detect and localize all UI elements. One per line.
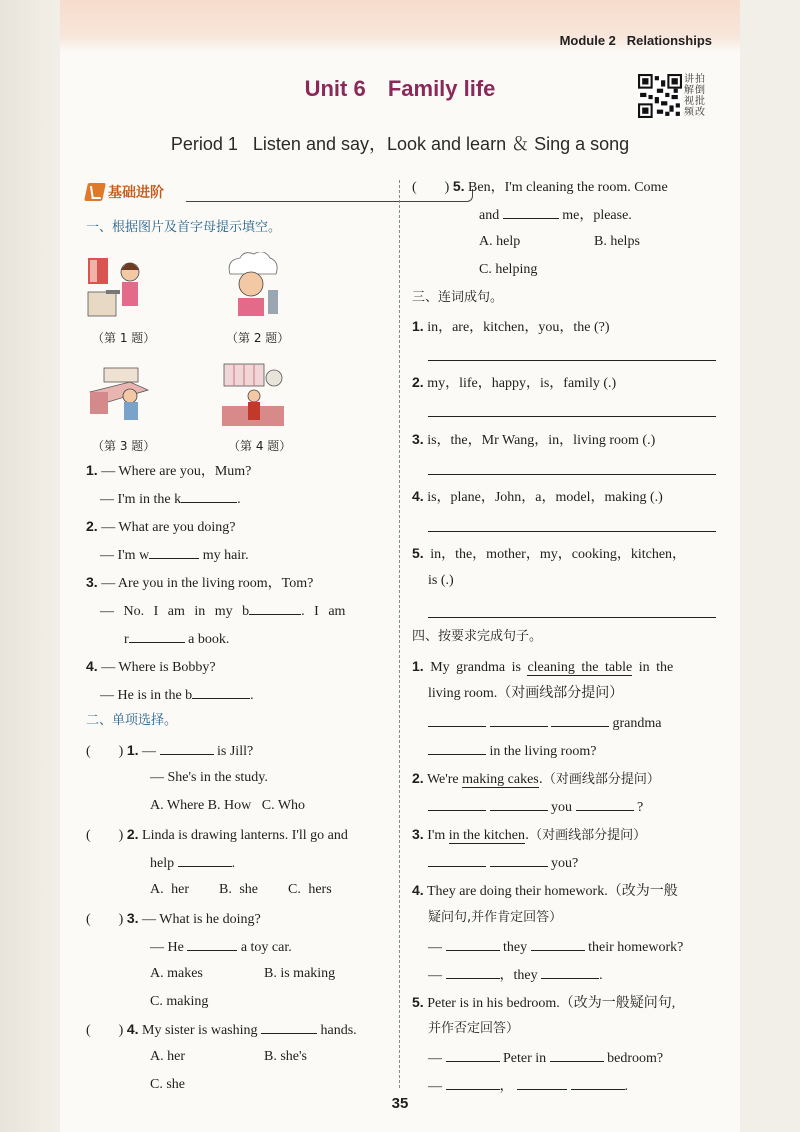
s4-q2-you: you bbox=[551, 800, 572, 815]
s3-q4-answer-line[interactable] bbox=[428, 531, 716, 532]
s4-q1-rest: in the living room? bbox=[489, 744, 597, 759]
s4-q3-text: I'm bbox=[427, 828, 446, 843]
caption-2: （第 2 题） bbox=[226, 331, 290, 345]
s2-q1-paren[interactable]: ( ) bbox=[86, 744, 124, 759]
s1-q3-answer-c1: r bbox=[124, 632, 129, 647]
s1-q4-line2 bbox=[100, 685, 254, 705]
s4-q1-blank-4[interactable] bbox=[428, 741, 486, 755]
s2-q5-number: 5. bbox=[452, 178, 465, 194]
washing-hair-picture bbox=[218, 252, 284, 318]
period-label: Period 1 bbox=[170, 134, 238, 154]
s3-q1-text: in，are，kitchen，you，the (?) bbox=[427, 320, 610, 335]
s2-q2-help: help bbox=[150, 856, 175, 871]
s1-q1-answer-prefix: — I'm in the k bbox=[100, 492, 182, 507]
s1-q2-answer-prefix: — I'm w bbox=[100, 548, 150, 563]
s2-q4-options-2 bbox=[264, 1048, 307, 1066]
s2-q2-option-c[interactable]: C. hers bbox=[288, 882, 332, 897]
s4-q2-text: We're bbox=[426, 772, 459, 787]
s2-q3-paren[interactable]: ( ) bbox=[86, 912, 124, 927]
s1-q2-answer-suffix: my hair. bbox=[202, 548, 249, 563]
s4-q5-blank-3[interactable] bbox=[446, 1076, 500, 1090]
caption-1: （第 1 题） bbox=[92, 331, 156, 345]
s2-q3-number: 3. bbox=[126, 910, 139, 926]
s2-q4-option-b[interactable]: B. she's bbox=[264, 1049, 307, 1064]
s2-q2-option-a[interactable]: A. her bbox=[150, 882, 189, 897]
s1-q3-line3 bbox=[124, 629, 229, 649]
s4-q4-line3 bbox=[428, 937, 683, 957]
s4-q2-blank-1[interactable] bbox=[428, 797, 486, 811]
s4-q1-grandma: grandma bbox=[612, 716, 662, 731]
s2-q4-options-3 bbox=[150, 1076, 185, 1094]
s2-q5-options-3 bbox=[479, 261, 537, 279]
s4-q1-line4 bbox=[428, 741, 596, 761]
s4-q1-line2: living room.（对画线部分提问） bbox=[428, 686, 624, 701]
s1-q1-answer-suffix: . bbox=[237, 492, 241, 507]
s1-q4-blank[interactable] bbox=[192, 685, 250, 699]
s4-q1-blank-3[interactable] bbox=[551, 713, 609, 727]
s2-q1-options bbox=[150, 797, 305, 815]
s2-q4-options-1 bbox=[150, 1048, 185, 1066]
qr-code-icon[interactable] bbox=[638, 74, 682, 118]
s2-q1-line2: — She's in the study. bbox=[150, 770, 268, 785]
s4-q3-line2 bbox=[428, 853, 578, 873]
s1-q3-line2 bbox=[100, 601, 345, 621]
s4-q5-line1 bbox=[412, 993, 675, 1013]
s4-q5-text: Peter is in his bedroom.（改为一般疑问句, bbox=[427, 996, 676, 1011]
s4-q5-line2: 并作否定回答） bbox=[428, 1021, 520, 1036]
s2-q4-paren[interactable]: ( ) bbox=[86, 1023, 124, 1038]
s3-q3-text: is，the，Mr Wang，in，living room (.) bbox=[427, 433, 656, 448]
s4-q5-rest: bedroom? bbox=[607, 1051, 664, 1066]
page-gutter bbox=[0, 0, 60, 1132]
bedroom-picture bbox=[86, 362, 152, 428]
s4-q4-dash-2: — bbox=[428, 968, 442, 983]
s1-q4-answer-prefix: — He is in the b bbox=[100, 688, 193, 703]
s4-q5-dash-2: — bbox=[428, 1079, 442, 1094]
s2-q5-rest: me，please. bbox=[562, 208, 632, 223]
s4-q2-qmark: ? bbox=[637, 800, 644, 815]
s2-q3-options-3 bbox=[150, 993, 208, 1011]
s3-q2-answer-line[interactable] bbox=[428, 416, 716, 417]
s2-q2-option-b[interactable]: B. she bbox=[219, 882, 258, 897]
s4-q2-underlined: making cakes bbox=[462, 772, 539, 787]
s3-q5-line2: is (.) bbox=[428, 573, 454, 588]
s4-q5-blank-5[interactable] bbox=[571, 1076, 625, 1090]
s1-q3-answer-mid: . I am bbox=[301, 604, 346, 619]
s4-q4-blank-3[interactable] bbox=[446, 965, 500, 979]
s3-q5-text: in，the，mother，my，cooking，kitchen， bbox=[430, 547, 687, 562]
s1-q3-blank-1[interactable] bbox=[249, 601, 301, 615]
s1-q1-number: 1. bbox=[86, 462, 98, 478]
s4-q3-blank-2[interactable] bbox=[490, 853, 548, 867]
badge-label: 基础进阶 bbox=[108, 185, 164, 201]
s1-q1-line2 bbox=[100, 489, 241, 509]
s2-q1-option-c[interactable]: C. Who bbox=[261, 798, 306, 813]
s4-q3-underlined: in the kitchen bbox=[448, 828, 525, 843]
s4-q1-blank-2[interactable] bbox=[490, 713, 548, 727]
s2-q4-option-c[interactable]: C. she bbox=[150, 1077, 185, 1092]
s3-q2-line bbox=[412, 373, 616, 393]
s2-q3-text: — What is he doing? bbox=[142, 912, 261, 927]
s2-q2-period: . bbox=[231, 856, 236, 871]
s2-q3-he: — He bbox=[150, 940, 184, 955]
s3-q4-text: is，plane，John，a，model，making (.) bbox=[427, 490, 663, 505]
s4-q1-number: 1. bbox=[412, 658, 424, 674]
s4-q3-you: you? bbox=[551, 856, 579, 871]
s4-q3-blank-1[interactable] bbox=[428, 853, 486, 867]
s2-q3-options-2 bbox=[264, 965, 335, 983]
s2-q4-text: My sister is washing bbox=[142, 1023, 258, 1038]
s4-q5-line4 bbox=[428, 1076, 628, 1096]
s4-q1-text-end: in the bbox=[638, 660, 674, 675]
section-1-title: 一、根据图片及首字母提示填空。 bbox=[86, 220, 282, 235]
module-number: Module 2 bbox=[559, 33, 616, 48]
s3-q4-number: 4. bbox=[412, 488, 424, 504]
s4-q1-line1 bbox=[412, 657, 673, 677]
s4-q4-line4 bbox=[428, 965, 603, 985]
s4-q4-period: . bbox=[599, 968, 603, 983]
s1-q3-text: — Are you in the living room，Tom? bbox=[101, 576, 314, 591]
s3-q1-number: 1. bbox=[412, 318, 424, 334]
s2-q2-blank[interactable] bbox=[178, 853, 232, 867]
s2-q5-options-2 bbox=[594, 233, 640, 251]
page-number: 35 bbox=[391, 1095, 409, 1112]
s4-q4-line1 bbox=[412, 881, 678, 901]
s2-q1-dash: — bbox=[142, 744, 157, 759]
s4-q4-dash-1: — bbox=[428, 940, 442, 955]
s4-q1-line3 bbox=[428, 713, 661, 733]
bathroom-picture bbox=[220, 362, 286, 428]
period-title bbox=[0, 130, 800, 156]
s2-q5-text: Ben，I'm cleaning the room. Come bbox=[468, 180, 668, 195]
s4-q5-peter: Peter in bbox=[503, 1051, 547, 1066]
s2-q3-line2 bbox=[150, 937, 292, 957]
s1-q3-number: 3. bbox=[86, 574, 98, 590]
s4-q5-dash-1: — bbox=[428, 1051, 442, 1066]
s4-q2-blank-3[interactable] bbox=[576, 797, 634, 811]
period-name: Listen and say，Look and learn ＆ Sing a song bbox=[252, 134, 630, 154]
section-4-title: 四、按要求完成句子。 bbox=[412, 629, 543, 644]
s2-q5-option-c[interactable]: C. helping bbox=[479, 262, 538, 277]
s4-q4-they: they bbox=[503, 940, 528, 955]
s2-q2-paren[interactable]: ( ) bbox=[86, 828, 124, 843]
s1-q2-blank[interactable] bbox=[149, 545, 199, 559]
s2-q5-line1 bbox=[412, 177, 668, 197]
s4-q2-instruction: .（对画线部分提问） bbox=[538, 772, 660, 787]
s4-q1-blank-1[interactable] bbox=[428, 713, 486, 727]
section-3-title: 三、连词成句。 bbox=[412, 290, 504, 305]
s1-q4-answer-suffix: . bbox=[250, 688, 254, 703]
s1-q1-text: — Where are you，Mum? bbox=[101, 464, 252, 479]
s2-q1-line1 bbox=[86, 741, 253, 761]
s3-q1-line bbox=[412, 317, 610, 337]
s2-q5-options-1 bbox=[479, 233, 520, 251]
s4-q5-blank-2[interactable] bbox=[550, 1048, 604, 1062]
s4-q3-instruction: .（对画线部分提问） bbox=[524, 828, 647, 843]
s2-q1-blank[interactable] bbox=[160, 741, 214, 755]
s4-q4-blank-4[interactable] bbox=[541, 965, 599, 979]
s3-q2-number: 2. bbox=[412, 374, 424, 390]
s1-q4-text: — Where is Bobby? bbox=[101, 660, 216, 675]
s4-q3-line1 bbox=[412, 825, 646, 845]
s4-q1-text: My grandma is bbox=[430, 660, 521, 675]
s2-q1-number: 1. bbox=[126, 742, 139, 758]
s1-q3-answer-c2: a book. bbox=[188, 632, 230, 647]
s2-q2-text: Linda is drawing lanterns. I'll go and bbox=[142, 828, 348, 843]
unit-label: Unit 6 bbox=[304, 76, 366, 101]
qr-caption: 讲拍解倒视批频改 bbox=[684, 74, 706, 118]
s4-q3-number: 3. bbox=[412, 826, 424, 842]
section-badge bbox=[86, 181, 466, 205]
s2-q4-text-end: hands. bbox=[320, 1023, 357, 1038]
unit-name: Family life bbox=[387, 76, 496, 101]
s1-q2-line1 bbox=[86, 517, 235, 537]
module-title: Relationships bbox=[626, 33, 712, 48]
s1-q4-number: 4. bbox=[86, 658, 98, 674]
s3-q2-text: my，life，happy，is，family (.) bbox=[427, 376, 617, 391]
s2-q3-line1 bbox=[86, 909, 261, 929]
s2-q4-option-a[interactable]: A. her bbox=[150, 1049, 185, 1064]
module-label bbox=[560, 33, 712, 48]
s4-q4-line2: 疑问句,并作肯定回答） bbox=[428, 910, 563, 925]
s4-q2-blank-2[interactable] bbox=[490, 797, 548, 811]
s4-q4-they-2: ，they bbox=[499, 968, 538, 983]
s3-q5-line bbox=[412, 544, 686, 564]
s4-q5-blank-4[interactable] bbox=[517, 1076, 567, 1090]
caption-4: （第 4 题） bbox=[228, 439, 292, 453]
s4-q1-underlined: cleaning the table bbox=[527, 660, 633, 675]
s1-q3-blank-2[interactable] bbox=[129, 629, 185, 643]
s2-q5-line2 bbox=[479, 205, 632, 225]
s4-q2-line2 bbox=[428, 797, 643, 817]
s2-q3-option-a[interactable]: A. makes bbox=[150, 966, 203, 981]
s2-q1-option-b[interactable]: B. How bbox=[207, 798, 252, 813]
s1-q3-line1 bbox=[86, 573, 313, 593]
section-2-title: 二、单项选择。 bbox=[86, 713, 178, 728]
s3-q5-answer-line[interactable] bbox=[428, 617, 716, 618]
s2-q5-paren[interactable]: ( ) bbox=[412, 180, 450, 195]
s1-q1-line1 bbox=[86, 461, 251, 481]
s4-q2-line1 bbox=[412, 769, 660, 789]
s1-q2-line2 bbox=[100, 545, 249, 565]
s4-q5-period: . bbox=[624, 1079, 628, 1094]
s2-q4-line1 bbox=[86, 1020, 357, 1040]
s2-q3-blank[interactable] bbox=[187, 937, 237, 951]
s4-q4-blank-2[interactable] bbox=[531, 937, 585, 951]
s2-q5-and: and bbox=[479, 208, 500, 223]
s4-q2-number: 2. bbox=[412, 770, 424, 786]
s4-q5-number: 5. bbox=[412, 994, 424, 1010]
s2-q2-number: 2. bbox=[126, 826, 139, 842]
s4-q5-line3 bbox=[428, 1048, 663, 1068]
kitchen-picture bbox=[86, 252, 152, 318]
s1-q4-line1 bbox=[86, 657, 216, 677]
s2-q1-text: is Jill? bbox=[217, 744, 254, 759]
s4-q4-rest: their homework? bbox=[588, 940, 684, 955]
s2-q2-options bbox=[150, 881, 332, 899]
s2-q4-number: 4. bbox=[126, 1021, 139, 1037]
s4-q4-number: 4. bbox=[412, 882, 424, 898]
s2-q2-line1 bbox=[86, 825, 348, 845]
s4-q5-comma: ， bbox=[499, 1079, 514, 1094]
s1-q1-blank[interactable] bbox=[181, 489, 237, 503]
s2-q5-option-b[interactable]: B. helps bbox=[594, 234, 640, 249]
s3-q3-number: 3. bbox=[412, 431, 424, 447]
s2-q3-option-b[interactable]: B. is making bbox=[264, 966, 336, 981]
s3-q5-number: 5. bbox=[412, 545, 424, 561]
s4-q4-text: They are doing their homework.（改为一般 bbox=[426, 884, 678, 899]
s4-q4-blank-1[interactable] bbox=[446, 937, 500, 951]
s3-q4-line bbox=[412, 487, 663, 507]
s2-q5-blank[interactable] bbox=[503, 205, 559, 219]
s4-q5-blank-1[interactable] bbox=[446, 1048, 500, 1062]
s1-q2-text: — What are you doing? bbox=[101, 520, 236, 535]
s3-q3-answer-line[interactable] bbox=[428, 474, 716, 475]
s1-q3-answer-prefix: — No. I am in my b bbox=[100, 604, 250, 619]
s3-q1-answer-line[interactable] bbox=[428, 360, 716, 361]
s3-q3-line bbox=[412, 430, 655, 450]
s1-q2-number: 2. bbox=[86, 518, 98, 534]
caption-3: （第 3 题） bbox=[92, 439, 156, 453]
s2-q2-line2 bbox=[150, 853, 235, 873]
s2-q4-blank[interactable] bbox=[261, 1020, 317, 1034]
s2-q3-option-c[interactable]: C. making bbox=[150, 994, 209, 1009]
s2-q3-options-1 bbox=[150, 965, 203, 983]
s2-q1-option-a[interactable]: A. Where bbox=[150, 798, 205, 813]
s2-q5-option-a[interactable]: A. help bbox=[479, 234, 521, 249]
column-divider bbox=[399, 180, 401, 1088]
s2-q3-rest: a toy car. bbox=[240, 940, 292, 955]
badge-underline bbox=[186, 201, 466, 202]
check-badge-icon bbox=[84, 183, 106, 201]
